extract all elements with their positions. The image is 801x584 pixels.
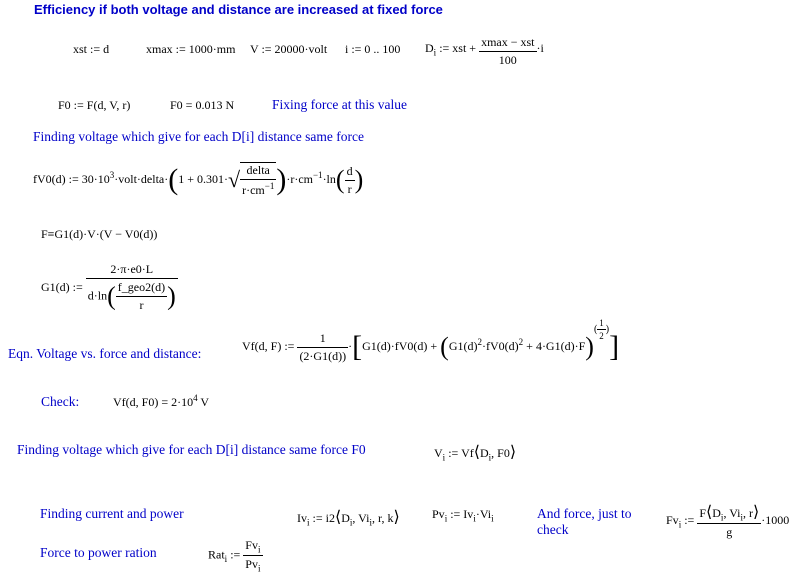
check-result[interactable]: Vf(d, $F0) = 2\cdot 10^4$ V	[113, 393, 210, 409]
check-label: Check:	[41, 394, 80, 409]
f0-definition[interactable]: F0 := F(d, V, r)	[58, 98, 131, 112]
force-equation[interactable]: F≡G1(d)·V·(V − V0(d))	[41, 227, 158, 241]
f0-result[interactable]: F0 = 0.013 N	[170, 98, 235, 112]
g1-definition[interactable]: G1(d) := 2·π·e0·L d·ln( $\frac{\text{f\_geo2(d)}}{r}$ )	[41, 262, 176, 312]
power-definition[interactable]: $Pv_i$ := $Iv_i\cdot Vi_i$	[432, 507, 494, 524]
voltage-definition[interactable]: V := 20000·volt	[250, 42, 328, 56]
finding-voltage-note: Finding voltage which give for each D[i] distance same force	[33, 129, 365, 144]
page-title: Efficiency if both voltage and distance are increased at fixed force	[34, 2, 443, 17]
and-force-note: And force, just to check	[537, 506, 632, 537]
eqn-label: Eqn. Voltage vs. force and distance:	[8, 346, 202, 361]
finding-voltage-f0-note: Finding voltage which give for each D[i] distance same force F0	[17, 442, 366, 457]
vf-definition[interactable]: Vf(d, F) := $\frac{1}{(2\cdot G1(d))}$ $\cdot[G1(d)\cdot fV0(d) + (G1(d)^2\cdot fV0(d)^2 + 4\cdot G1(d)\cdot F)$( $\frac{1}{2}$ )]	[242, 318, 620, 364]
distance-array-definition[interactable]: $D_i$ := xst + $\frac{\text{xmax − xst}}{100}$ ·i	[425, 35, 544, 67]
force-check-definition[interactable]: $Fv_i$ := $\frac{F⟨D_i, Vi_i, r⟩}{g}$ ·1000	[666, 504, 790, 540]
fv0-definition[interactable]: fV0(d) := $30\cdot 10^3\cdot volt\cdot delta\cdot(1 + 0.301\cdot√$ $\frac{\text{delta}}{r\cdot cm^{-1}}$ )$\cdot r\cdot cm^{-1}\cdot\ln$( $\frac{d}{r}$ )	[33, 163, 364, 197]
ratio-note: Force to power ration	[40, 545, 157, 560]
xmax-definition[interactable]: xmax := 1000·mm	[146, 42, 236, 56]
current-power-note: Finding current and power	[40, 506, 184, 521]
fixing-force-note: Fixing force at this value	[272, 97, 407, 112]
xst-definition[interactable]: xst := d	[73, 42, 110, 56]
range-variable-i[interactable]: i := 0 .. 100	[345, 42, 401, 56]
current-definition[interactable]: $Iv_i$ := $i2⟨D_i$, $Vi_i$, r, k⟩	[297, 509, 400, 528]
ratio-definition[interactable]: Rat$_i$ := $\frac{Fv_i}{Pv_i}$	[208, 538, 261, 574]
vi-definition[interactable]: $V_i$ := $Vf⟨D_i$, F0⟩	[434, 444, 517, 463]
